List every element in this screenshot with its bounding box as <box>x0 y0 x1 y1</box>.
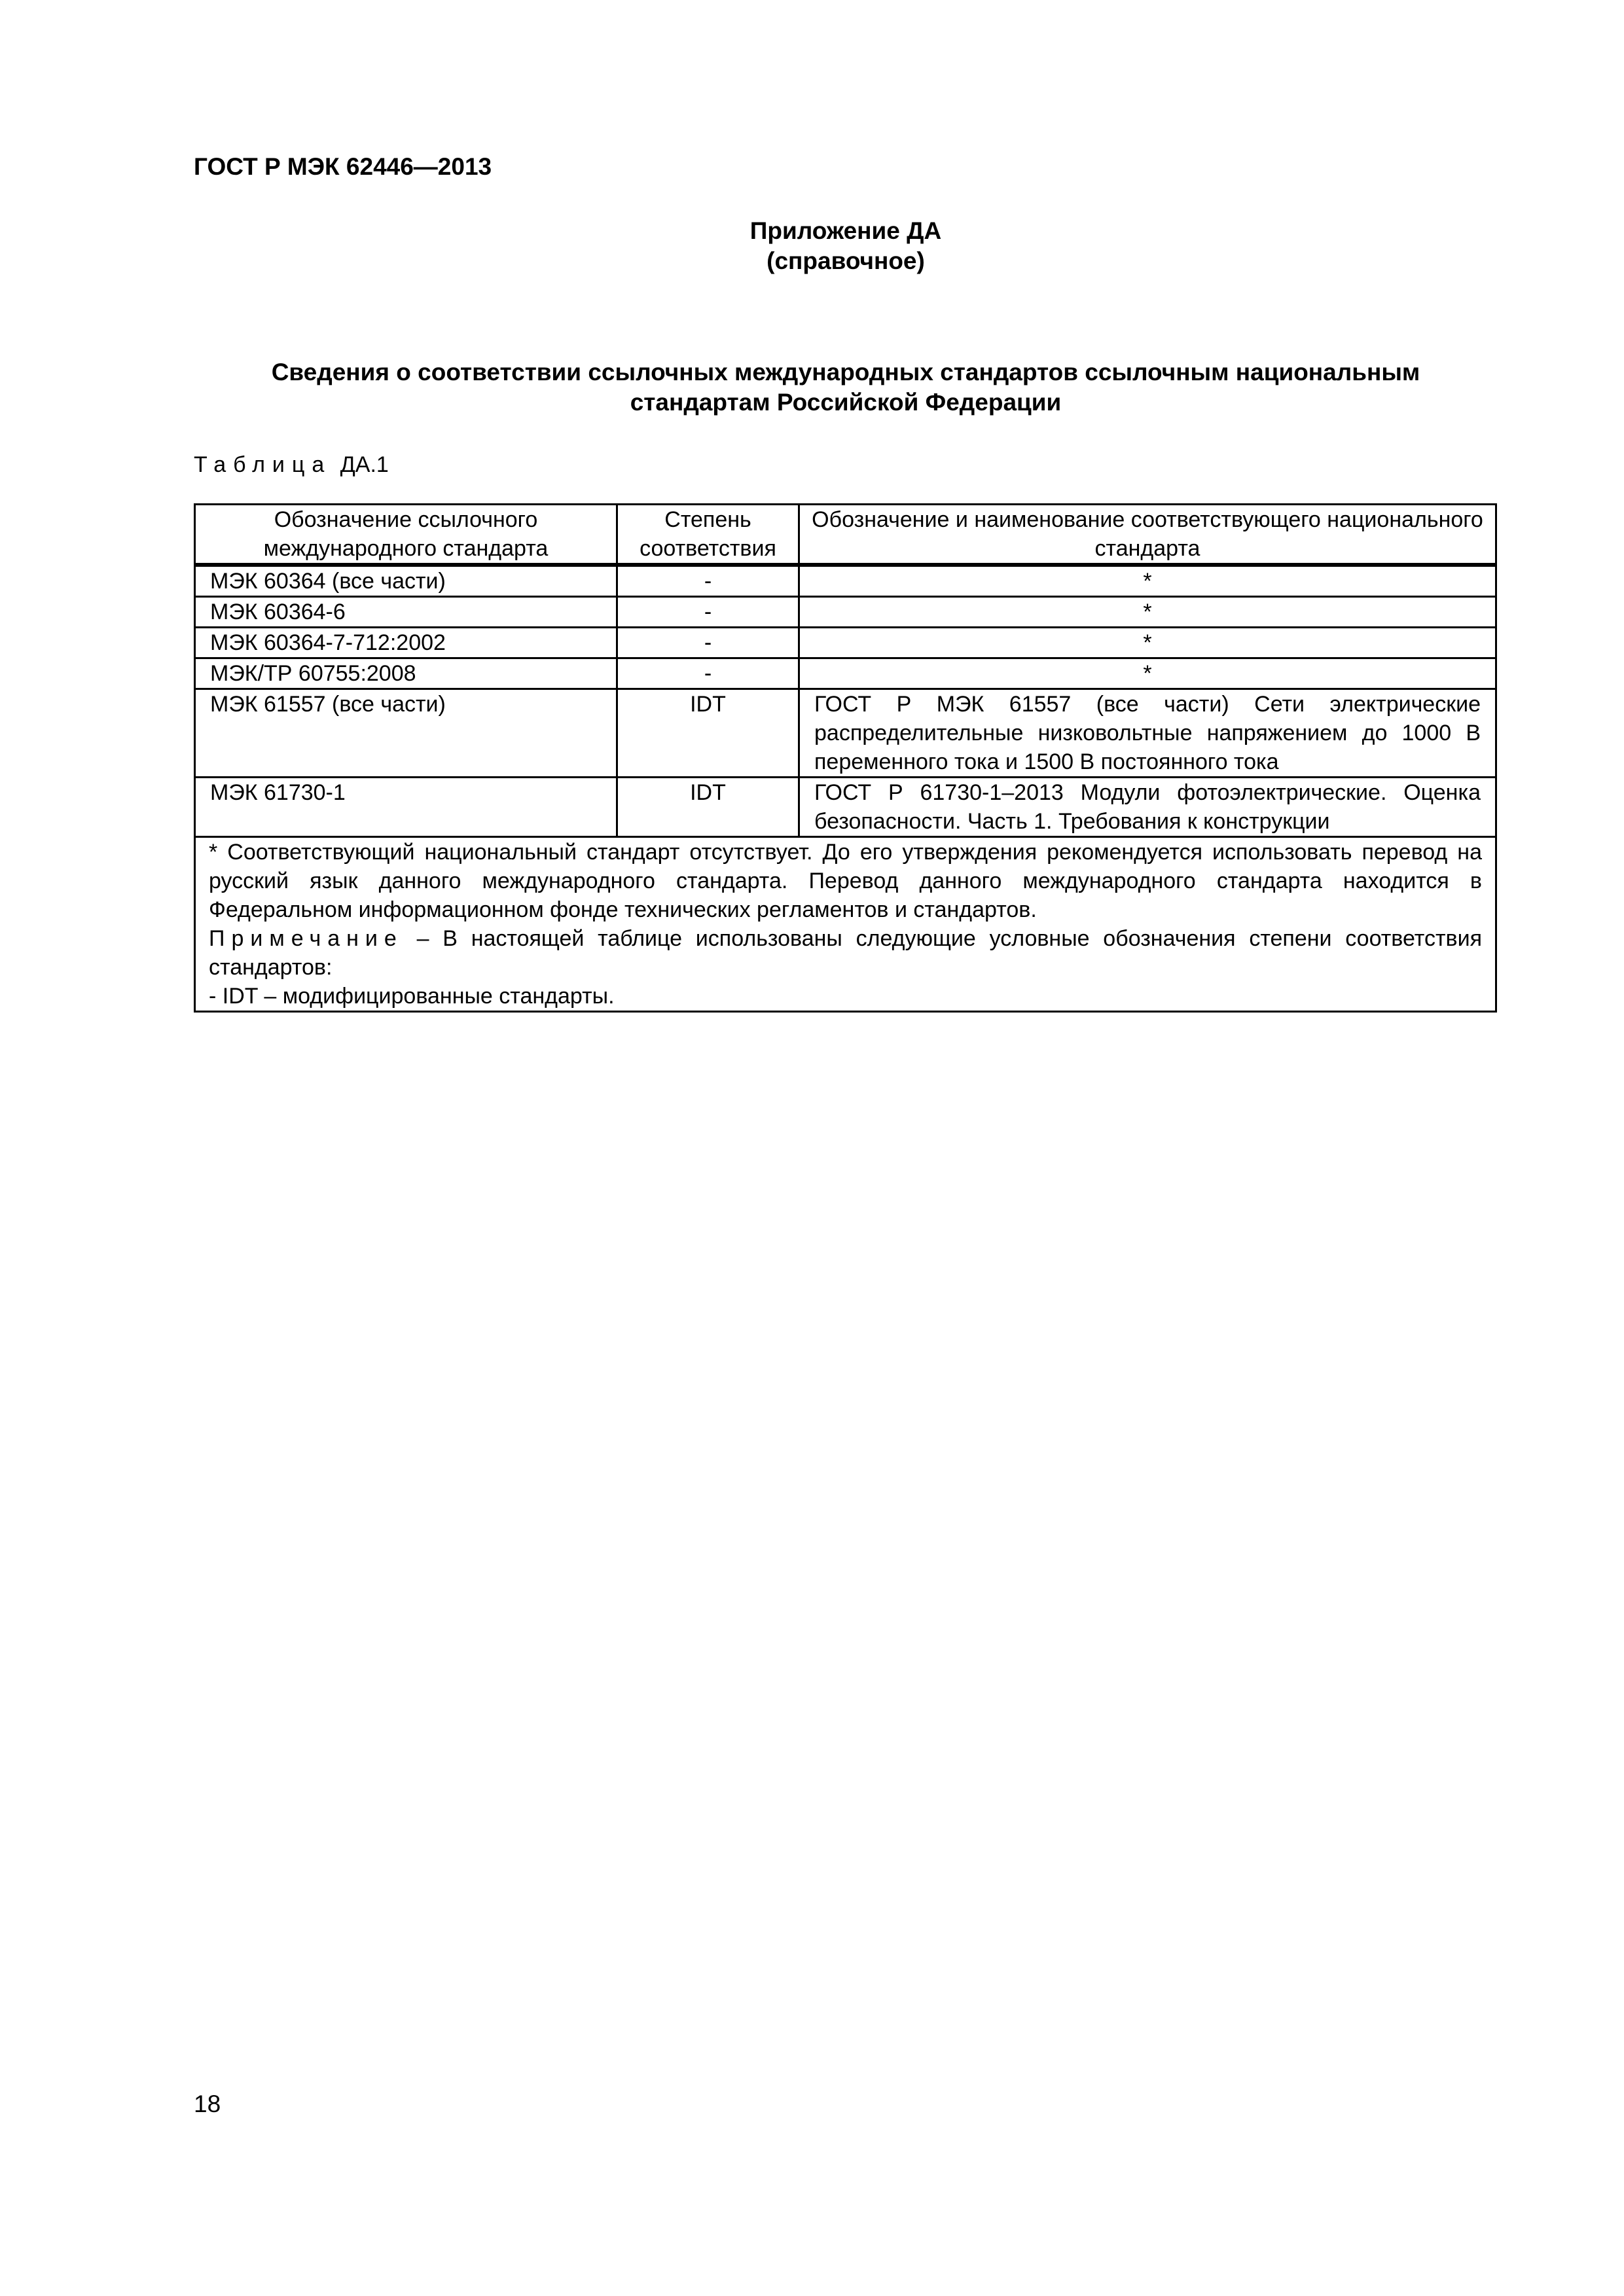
table-row <box>195 628 1496 658</box>
header-ref-standard: Обозначение ссылочного международного стандарта <box>195 505 617 565</box>
cell-ref-standard: МЭК 61557 (все части) <box>195 689 617 778</box>
page-number: 18 <box>194 2090 221 2117</box>
cell-degree: IDT <box>617 778 799 837</box>
cell-national-standard: ГОСТ Р МЭК 61557 (все части) Сети электрические распределительные низковольтные напряжением до 1000 В переменного тока и 1500 В постоянного тока <box>799 689 1496 778</box>
table-header-row <box>195 505 1496 565</box>
cell-degree: - <box>617 658 799 689</box>
table-caption <box>194 450 389 479</box>
section-title-line-1: Сведения о соответствии ссылочных международных стандартов ссылочным национальным <box>271 359 1420 386</box>
cell-ref-standard: МЭК 60364 (все части) <box>195 565 617 597</box>
table-row <box>195 689 1496 778</box>
appendix-title: Приложение ДА <box>749 217 942 244</box>
cell-degree: - <box>617 628 799 658</box>
cell-ref-standard: МЭК 61730-1 <box>195 778 617 837</box>
table-caption-word: Таблица <box>194 452 332 477</box>
document-code: ГОСТ Р МЭК 62446—2013 <box>194 153 492 180</box>
table-row <box>195 565 1496 597</box>
note-text: – В настоящей таблице использованы следующие условные обозначения степени соответствия стандартов: <box>209 926 1482 980</box>
table-row <box>195 658 1496 689</box>
cell-national-standard: ГОСТ Р 61730-1–2013 Модули фотоэлектрические. Оценка безопасности. Часть 1. Требования к конструкции <box>799 778 1496 837</box>
cell-ref-standard: МЭК 60364-7-712:2002 <box>195 628 617 658</box>
cell-national-standard: * <box>799 565 1496 597</box>
appendix-heading <box>194 216 1498 276</box>
table-note <box>209 924 1482 982</box>
cell-national-standard: * <box>799 628 1496 658</box>
table-caption-number: ДА.1 <box>340 452 389 477</box>
section-title-line-2: стандартам Российской Федерации <box>630 389 1062 416</box>
standards-table <box>194 503 1497 1013</box>
appendix-type: (справочное) <box>767 247 925 274</box>
cell-ref-standard: МЭК 60364-6 <box>195 597 617 628</box>
cell-degree: - <box>617 597 799 628</box>
cell-national-standard: * <box>799 597 1496 628</box>
header-degree: Степень соответствия <box>617 505 799 565</box>
table-footnote-row <box>195 837 1496 1012</box>
note-label: Примечание <box>209 926 403 951</box>
cell-degree: - <box>617 565 799 597</box>
table-footnote-cell <box>195 837 1496 1012</box>
table-row <box>195 778 1496 837</box>
section-title <box>194 357 1498 418</box>
header-national-standard: Обозначение и наименование соответствующего национального стандарта <box>799 505 1496 565</box>
cell-national-standard: * <box>799 658 1496 689</box>
footnote-text: * Соответствующий национальный стандарт отсутствует. До его утверждения рекомендуется использовать перевод на русский язык данного международного стандарта. Перевод данного международного стандарта находится в Федеральном информационном фонде технических регламентов и стандартов. <box>209 840 1482 922</box>
table-row <box>195 597 1496 628</box>
cell-ref-standard: МЭК/ТР 60755:2008 <box>195 658 617 689</box>
cell-degree: IDT <box>617 689 799 778</box>
note-legend: - IDT – модифицированные стандарты. <box>209 984 615 1009</box>
